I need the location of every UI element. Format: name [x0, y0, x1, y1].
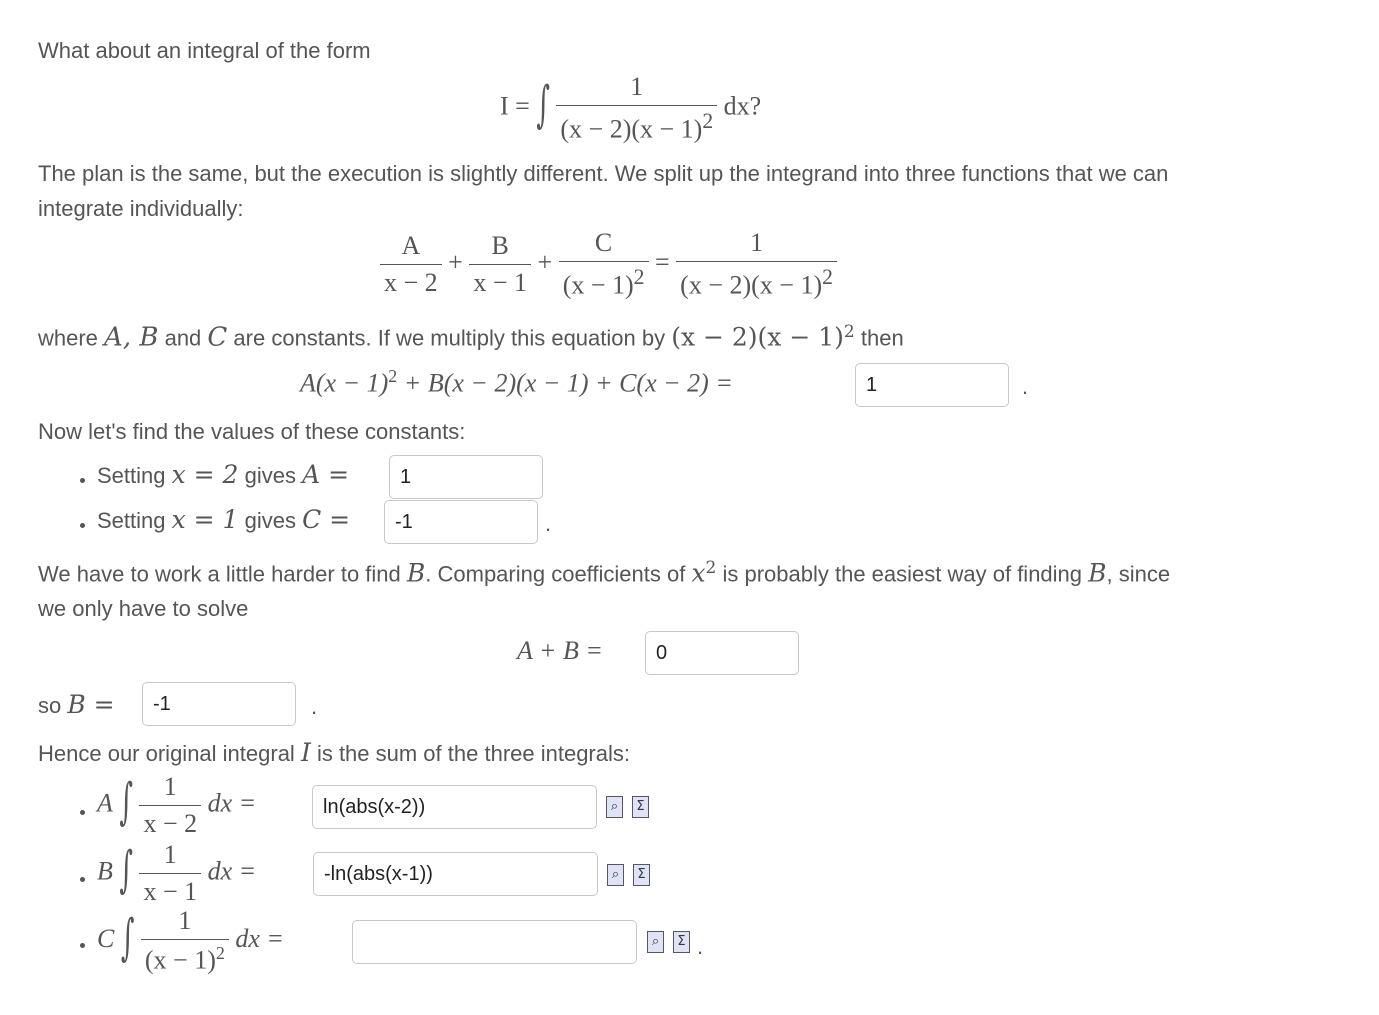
integral-c-den-exp: 2	[215, 943, 225, 963]
fraction-c-den	[559, 261, 649, 301]
bullet	[80, 810, 85, 815]
expanded-answer-input[interactable]: 1	[855, 363, 1009, 407]
where-factor-exp: 2	[843, 322, 855, 342]
fraction-a	[380, 231, 442, 298]
a-plus-b-input[interactable]: 0	[645, 631, 799, 675]
plan-text-line1: The plan is the same, but the execution is slightly different. We split up the integrand into three functions that we can	[38, 161, 1169, 186]
fraction-b	[469, 231, 531, 298]
setting-c-gives: gives	[238, 508, 303, 533]
setting-c-prefix: Setting	[97, 508, 172, 533]
intro-text: What about an integral of the form	[38, 38, 371, 63]
setting-c-eq: x = 1	[171, 505, 239, 534]
fraction-b-den: x − 1	[469, 264, 531, 298]
where-factor: (x − 2)(x − 1)	[671, 322, 844, 352]
setting-c-var: C =	[302, 505, 351, 534]
sigma-icon[interactable]: Σ	[673, 931, 690, 953]
partial-fraction-equation	[380, 228, 837, 301]
integral-sign: ∫	[120, 910, 135, 968]
where-c: C	[207, 322, 228, 353]
harder-text-line1	[38, 558, 1170, 587]
harder-x-exp: 2	[705, 558, 717, 578]
integral-numerator: 1	[630, 72, 644, 101]
bullet	[80, 478, 85, 483]
harder-b2: B	[1088, 558, 1107, 588]
fraction-a-num: A	[401, 230, 421, 260]
integral-a-num: 1	[163, 772, 177, 801]
integral-sign: ∫	[536, 77, 550, 135]
integral-c	[97, 906, 284, 976]
integral-c-den-text: (x − 1)	[144, 945, 216, 975]
integral-lhs: I =	[500, 91, 530, 121]
setting-a-eq: x = 2	[171, 460, 239, 489]
where-after: then	[854, 325, 904, 351]
integral-fraction	[556, 72, 717, 145]
fraction-c-num: C	[594, 228, 613, 257]
fraction-c	[559, 228, 649, 301]
fraction-rhs-den-text: (x − 2)(x − 1)	[680, 270, 823, 300]
where-vars: A, B	[104, 322, 159, 353]
integral-c-coef: C	[97, 923, 115, 953]
harder-b1: B	[406, 558, 426, 588]
harder-x: x	[691, 558, 706, 588]
preview-icon[interactable]: ⌕	[606, 796, 623, 818]
harder-d: , since	[1106, 561, 1171, 587]
plan-text-line2: integrate individually:	[38, 196, 244, 221]
hence-text	[38, 738, 630, 767]
integral-a-dx: dx =	[207, 788, 257, 818]
plus-sign: +	[537, 247, 553, 277]
fraction-rhs-den	[676, 261, 837, 301]
period: .	[311, 694, 318, 719]
preview-icon[interactable]: ⌕	[647, 931, 664, 953]
period: .	[545, 511, 552, 536]
integral-b-dx: dx =	[207, 856, 257, 886]
where-text	[38, 322, 904, 352]
integral-c-fraction	[141, 906, 229, 976]
a-value-input[interactable]: 1	[389, 455, 543, 499]
integral-a-fraction	[139, 772, 201, 839]
fraction-a-den: x − 2	[380, 264, 442, 298]
integral-a-coef: A	[97, 788, 113, 818]
integral-c-num: 1	[178, 906, 192, 935]
setting-a-gives: gives	[238, 463, 303, 488]
setting-a-var: A =	[302, 460, 350, 489]
harder-c: is probably the easiest way of finding	[716, 561, 1089, 587]
preview-icon[interactable]: ⌕	[607, 864, 624, 886]
so-b-var: B =	[67, 690, 115, 719]
integral-a-den: x − 2	[139, 805, 201, 839]
integral-sign: ∫	[119, 842, 133, 900]
harder-b: . Comparing coefficients of	[425, 561, 692, 587]
integral-c-dx: dx =	[235, 923, 284, 953]
integral-sign: ∫	[119, 774, 133, 832]
integral-c-den	[141, 939, 229, 976]
hence-var: I	[300, 738, 311, 767]
setting-a-prefix: Setting	[97, 463, 172, 488]
c-value-input[interactable]: -1	[384, 500, 538, 544]
fraction-rhs-num: 1	[750, 228, 764, 257]
a-plus-b-text: A + B =	[517, 636, 603, 665]
find-text: Now let's find the values of these constants:	[38, 419, 466, 444]
setting-c-text	[97, 505, 350, 534]
setting-a-text	[97, 460, 349, 489]
fraction-c-exp: 2	[633, 265, 645, 289]
period: .	[1022, 374, 1029, 399]
expanded-equation	[300, 366, 733, 399]
hence-after: is the sum of the three integrals:	[310, 741, 630, 766]
hence-before: Hence our original integral	[38, 741, 301, 766]
integral-b-den: x − 1	[139, 873, 201, 907]
fraction-b-num: B	[491, 230, 509, 260]
fraction-rhs	[676, 228, 837, 301]
expanded-lhs-a: A(x − 1)	[300, 368, 389, 398]
integral-b-answer-input[interactable]: -ln(abs(x-1))	[313, 852, 598, 896]
integral-tail: dx?	[723, 91, 762, 121]
integral-b-coef: B	[97, 856, 113, 886]
integral-b-fraction	[139, 840, 201, 907]
bullet	[80, 877, 85, 882]
plus-sign: +	[448, 247, 463, 277]
period: .	[697, 934, 704, 959]
where-middle: are constants. If we multiply this equation by	[227, 325, 672, 351]
expanded-lhs-exp: 2	[388, 366, 398, 386]
bullet	[80, 943, 85, 948]
equals-sign: =	[655, 247, 670, 277]
integral-c-answer-input[interactable]	[352, 920, 637, 964]
integral-denominator-exp: 2	[702, 109, 714, 133]
where-and: and	[158, 325, 208, 351]
where-before: where	[38, 325, 105, 351]
harder-text-line2: we only have to solve	[38, 596, 249, 621]
sigma-icon[interactable]: Σ	[632, 796, 649, 818]
integral-b	[97, 840, 256, 907]
expanded-lhs-rest: + B(x − 2)(x − 1) + C(x − 2) =	[397, 368, 733, 398]
so-b-prefix: so	[38, 693, 68, 718]
b-value-input[interactable]: -1	[142, 682, 296, 726]
harder-a: We have to work a little harder to find	[38, 561, 407, 587]
fraction-rhs-exp: 2	[822, 265, 833, 289]
sigma-icon[interactable]: Σ	[633, 864, 650, 886]
bullet	[80, 523, 85, 528]
a-plus-b-label	[517, 636, 603, 666]
integral-denominator	[556, 105, 717, 145]
integral-a	[97, 772, 256, 839]
fraction-c-den-text: (x − 1)	[562, 270, 634, 300]
so-b-label	[38, 690, 115, 719]
integral-denominator-text: (x − 2)(x − 1)	[560, 114, 703, 144]
integral-a-answer-input[interactable]: ln(abs(x-2))	[312, 785, 597, 829]
integral-display	[500, 72, 761, 145]
integral-b-num: 1	[163, 840, 177, 869]
